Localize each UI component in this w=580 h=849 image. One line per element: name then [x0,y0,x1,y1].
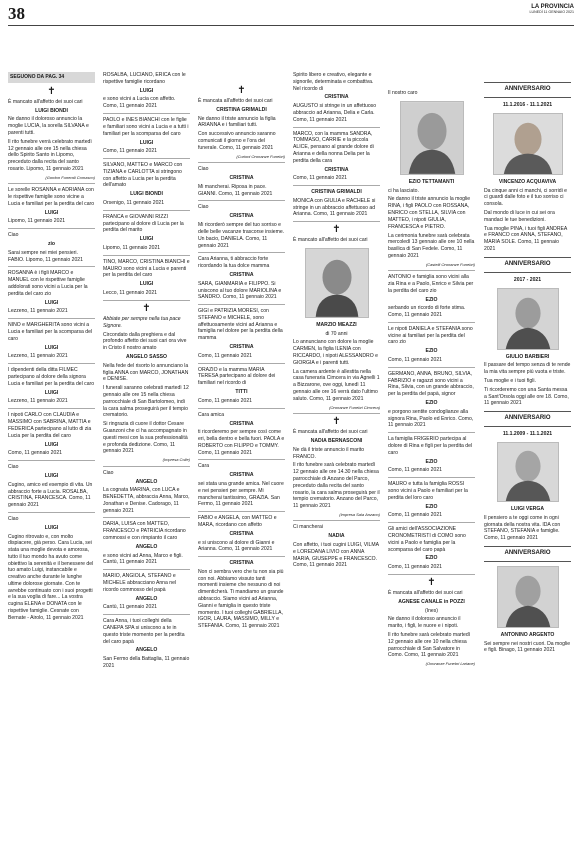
notice-text: Non ci sembra vero che tu non sia più con noi. Abbiamo vissuto tanti momenti insieme che nessuno di noi dimenticherà. Ti mandiamo un grande abbraccio. Siamo vicini ad Arianna, Gianni e famiglia in questo triste momento. I tuoi colleghi GABRIELLA, IGOR, LAURA, MASSIMO, MILLY e STEFANIA. Como, 11 gennaio 2021 [198,568,284,630]
notice-text: ti ricorderemo per sempre così come eri, bella dentro e bella fuori. PAOLA e ROBERTO con FILIPPO e TOMMY. Como, 11 gennaio 2021 [198,429,285,456]
deceased-name: CRISTINA GRIMALDI [216,106,267,113]
notice-text: PAOLO e INES BIANCHI con le figlie e familiari sono vicini a Lucia e a tutti i familiari per la scomparsa del caro [103,117,189,137]
divider [198,200,285,201]
notice-text: ORAZIO e la mamma MARIA TERESA partecipano al dolore dei familiari nel ricordo di [198,366,276,387]
anniversary-heading: ANNIVERSARIO [484,411,571,427]
notice-intro: Il nostro caro [388,90,418,96]
deceased-age: di 70 anni [325,330,348,337]
notice-text: TINO, MARCO, CRISTINA BIANCHI e MAURO sono vicini a Lucia e parenti per la perdita del caro [103,258,190,279]
notice-text: Le nipoti DANIELA e STEFANIA sono vicine ai familiari per la perdita del caro zio [388,325,473,346]
notice-text: La famiglia FRIGERIO partecipa al dolore di Rina e figli per la perdita del caro [388,436,473,456]
notice-text: Cara Arianna, ti abbraccio forte ricordando la tua dolce mamma [198,256,270,270]
divider [103,517,190,518]
divider [388,270,475,271]
notice-place-date: Como, 11 gennaio 2021 [8,450,62,457]
notice-text: ROSANNA è i figli MARCO e MANUEL con le rispettive famiglie addolorati sono vicini a Lucia per la perdita del caro zio [8,270,88,297]
funeral-home-credit: (Curioni Onoranze Funebri) [236,153,285,159]
divider [293,413,380,414]
deceased-name: MARZIO MEAZZI [316,321,357,328]
cross-icon: ✝ [142,302,151,314]
notice-text: DARIA, LUISA con MATTEO, FRANCESCO e PATRICIA ricordano commossi e con rimpianto il caro [103,521,186,541]
notice-place-date: Como, 11 gennaio 2021 [388,512,442,519]
notice-text: Il pensiero a te oggi come in ogni giornata della nostra vita. IDA con STEFANO, STEFANIA e famiglie. Como, 11 gennaio 2021 [484,514,561,542]
divider [103,210,190,211]
notice-text: Cara [198,463,210,470]
divider [198,162,285,163]
divider [103,113,190,114]
notice-text: Ne danno il doloroso annuncio la moglie LUCIA, la sorella SILVANA e parenti tutti. [8,116,89,136]
issue-date: LUNEDÌ 11 GENNAIO 2021 [529,10,574,14]
portrait-photo [305,248,369,318]
deceased-name: NADIA BERNASCONI [310,437,363,444]
notice-text: Tua moglie PINA, i tuoi figli ANDREA e FRANCO con ANNA, STEFANO, MARIA SOLE. Como, 11 gennaio 2021 [484,225,568,252]
notice-text: Tua moglie e i tuoi figli. [484,377,536,384]
divider [388,432,475,433]
deceased-name: CRISTINA [229,530,254,537]
notice-text: e porgono sentite condoglianze alla signora Rina, Paolo ed Enrico. Como, 11 gennaio 2021 [388,408,474,429]
divider [198,511,285,512]
prayer-line: Abbiate per sempre nella tua pace Signore. [103,315,181,329]
notice-text: Ciao [198,166,209,173]
masthead [530,4,574,15]
notice-text: sei stata una grande amica. Nel cuore e nei pensieri per sempre. Mi mancherai tantissimo, GRAZIA. San Fermo, 11 gennaio 2021 [198,481,284,508]
notice-place-date: Lezzeno, 11 gennaio 2021 [8,353,68,360]
notice-text: Spirito libero e creativo, elegante e signorile, determinata e combattiva. Nel ricordo di [293,72,374,92]
notice-text: SARA, GIANMARIA e FILIPPO. Si uniscono al tuo dolore MARIOLINA e SANDRO. Como, 11 gennaio 2021 [198,280,282,301]
divider [198,304,285,305]
notice-place-date: Como, 11 gennaio 2021 [198,352,252,359]
anniversary-dates: 11.1.2016 - 11.1.2021 [502,101,553,108]
newspaper-name: LA PROVINCIA [531,4,574,10]
deceased-name: LUIGI VERGA [510,505,545,512]
notice-text: Ne danno il triste annuncio la figlia ARIANNA e i familiari tutti. [198,115,276,129]
notice-text: Nella fede del risorto lo annunciano la figlia ANNA con MARCO, JONATHAN e DENISE. [103,362,189,383]
divider [198,363,285,364]
divider [198,459,285,460]
notice-place-date: Lecco, 11 gennaio 2021 [103,290,158,297]
divider [8,318,95,319]
deceased-name: CRISTINA [229,420,254,427]
obituary-column-5 [388,90,475,849]
divider [8,183,95,184]
obituary-column-4 [293,72,380,842]
deceased-name: CRISTINA [229,560,254,567]
anniversary-dates: 2017 - 2021 [513,276,542,283]
deceased-name: ANGELO SASSO [125,354,168,361]
cross-icon: ✝ [237,85,246,96]
divider [8,228,95,229]
notice-text: ci ha lasciato. [388,187,419,194]
notice-text: e sono vicini ad Anna, Marco e figli. Cantù, 11 gennaio 2021 [103,552,183,566]
deceased-name: ANGELO [135,543,158,550]
portrait-photo [497,442,559,502]
funeral-home-credit: (Onoranze Funebri Cimcera) [329,404,380,410]
notice-text: GIGI e PATRIZIA MORESI, con STEFANO e MICHELE, sono affettuosamente vicini ad Arianna e famiglia nel dolore per la perdita della mamma [198,308,283,342]
cross-icon: ✝ [427,576,436,588]
notice-text: Sarai sempre nei miei pensieri. FABIO. Lipomo, 11 gennaio 2021 [8,249,83,263]
notice-text: Cara Anna, i tuoi colleghi della CANEPA SPA si uniscono a te in questo triste momento per la perdita del caro papà [103,618,185,645]
divider [293,221,380,222]
notice-text: e si uniscono al dolore di Gianni e Arianna. Como, 11 gennaio 2021 [198,539,275,553]
deceased-name: VINCENZO ACQUAVIVA [498,178,557,185]
deceased-name: CRISTINA [229,472,254,479]
deceased-name: CRISTINA [324,166,349,173]
divider [198,252,285,253]
deceased-name: LUIGI [44,389,59,396]
divider [103,569,190,570]
notice-intro: È mancata all'affetto dei suoi cari [293,429,368,436]
deceased-name: LUIGI BIONDI [130,191,163,198]
notice-text: Il rito funebre verrà celebrato martedì 12 gennaio alle ore 15 nella chiesa dello Spirito Santo in Lipomo, preceduto dalla recita del santo rosario. Lipomo, 11 gennaio 2021 [8,138,92,172]
divider [103,300,190,301]
notice-place-date: Como, 11 gennaio 2021 [388,564,442,571]
notice-text: Circondato dalla preghiera e dal profondo affetto dei suoi cari ora vive in Cristo il nostro amato [103,331,187,352]
notice-text: Dal mondo di luce in cui sei ora mandaci le tue benedizioni. [484,209,555,223]
continued-header: SEGUONO DA PAG. 34 [8,72,95,83]
notice-text: Ne danno il triste annuncio la moglie RINA, i figli PAOLO con ROSSANA, ENRICO con STELLA, SILVIA con MATTEO, i nipoti GIULIA, FRANCESCA e PIETRO. [388,196,471,230]
notice-text: Ne danno il doloroso annuncio il marito, i figli, le nuore e i nipoti. [388,616,461,630]
notice-text: Con successivo annuncio saranno comunicati il giorno e l'ora del funerale. Como, 11 gennaio 2021 [198,131,276,151]
deceased-name: LUIGI [44,472,59,479]
notice-text: Cugino, amico ed esempio di vita. Un abbraccio forte a Lucia. ROSALBA, CRISTINA, FRANCESCA. Como, 11 gennaio 2021 [8,481,93,509]
deceased-name: zio [47,241,56,248]
divider [8,266,95,267]
deceased-name: EZIO [425,458,438,465]
notice-text: Mi ricorderò sempre del tuo sorriso e delle belle vacanze trascorse insieme. Un bacio, DANIELA. Como, 11 gennaio 2021 [198,222,285,249]
deceased-name: LUIGI [44,209,59,216]
portrait-photo [497,288,559,350]
funeral-home-credit: (Impresa Colle) [162,457,190,463]
notice-text: Ciao [103,469,114,476]
notice-text: Ciao [8,515,19,522]
deceased-name: NADIA [328,533,345,540]
notice-text: Mi mancherai. Riposa in pace. GIANNI. Como, 11 gennaio 2021 [198,183,273,197]
notice-place-date: Orsenigo, 11 gennaio 2021 [103,200,165,207]
deceased-name: EZIO TETTAMANTI [408,178,455,185]
deceased-name: LUIGI BIONDI [35,107,68,114]
notice-place-date: Como, 11 gennaio 2021 [293,175,347,182]
funeral-home-credit: (Castelli Onoranze Funebri) [425,261,475,267]
divider [198,556,285,557]
deceased-name: AGNESE CANALE in POZZI [398,598,465,605]
notice-text: I funerali saranno celebrati martedì 12 gennaio alle ore 15 nella chiesa parrocchiale di San Bartolomeo, indi la cara salma proseguirà per il tempio crematorio. [103,385,189,419]
funeral-home-credit: (Impresa Sala Anzano) [339,512,380,518]
deceased-name: EZIO [425,503,438,510]
notice-text: MARIO, ANGIOLA, STEFANO e MICHELE abbracciano Anna nel ricordo commosso del papà [103,573,177,593]
deceased-name: LUIGI [44,344,59,351]
page-number: 38 [8,4,25,23]
cross-icon: ✝ [47,85,56,97]
notice-text: serbando un ricordo di forte stima. Como, 11 gennaio 2021 [388,305,466,319]
divider [103,255,190,256]
divider [388,367,475,368]
notice-place-date: Lipomo, 11 gennaio 2021 [103,245,161,252]
anniversary-column [484,78,571,848]
notice-text: MARCO, con la mamma SANDRA, TOMMASO, CARRIE e la piccola ALICE, pensano al grande dolore di Arianna e della nonna Delia per la perdita della cara [293,130,374,164]
portrait-photo [400,101,464,175]
notice-text: Ciao [198,204,209,211]
divider [198,408,285,409]
deceased-name: LUIGI [44,299,59,306]
notice-place-date: Lezzeno, 11 gennaio 2021 [8,308,68,315]
notice-text: AUGUSTO si stringe in un affettuoso abbraccio ad Arianna, Delia e Carla. Como, 11 gennaio 2021 [293,103,377,123]
notice-text: Il rito funebre sarà celebrato martedì 12 gennaio alle ore 10 nella chiesa parrocchiale di San Salvatore in Como. Como, 11 gennaio 2021 [388,632,471,659]
deceased-name: LUIGI [139,281,154,288]
deceased-name: CRISTINA [229,213,254,220]
deceased-name: EZIO [425,348,438,355]
notice-text: La cerimonia funebre sarà celebrata mercoledì 13 gennaio alle ore 10 nella basilica di San Fedele. Como, 11 gennaio 2021 [388,232,475,259]
notice-text: NINO e MARGHERITA sono vicini a Lucia e familiari per la scomparsa del caro [8,322,93,342]
notice-place-date: Como, 11 gennaio 2021 [198,397,252,404]
notice-place-date: Cantù, 11 gennaio 2021 [103,604,158,611]
divider [388,522,475,523]
deceased-name: EZIO [425,400,438,407]
notice-text: Cara amica [198,411,225,418]
notice-text: La camera ardente è allestita nella casa funeraria Cimcera in via Agnelli 1 a Bizzarone, ove oggi, lunedì 11 gennaio alle ore 16 verrà dato l'ultimo saluto. Como, 11 gennaio 2021 [293,368,380,402]
portrait-photo [493,113,563,175]
divider [103,158,190,159]
notice-text: Sei sempre nei nostri cuori. Da moglie e figli. Binago, 11 gennaio 2021 [484,640,571,654]
divider [293,520,380,521]
divider [8,408,95,409]
deceased-name: CRISTINA [229,175,254,182]
obituary-column-1 [8,72,95,842]
notice-place-date: Lipomo, 11 gennaio 2021 [8,218,66,225]
deceased-name: ANGELO [135,595,158,602]
divider [8,512,95,513]
deceased-name: EZIO [425,296,438,303]
notice-place-date: Como, 11 gennaio 2021 [103,148,157,155]
deceased-name: LUIGI [44,524,59,531]
divider [103,614,190,615]
notice-text: Da cinque anni ci manchi, ci sorridi e ci guardi dalle foto e il tuo sorriso ci consola. [484,187,567,208]
notice-text: Ti ricorderemo con una Santa messa a Sant'Orsola oggi alle ore 18. Como, 11 gennaio 2021 [484,386,569,407]
divider [293,127,380,128]
deceased-name: LUIGI [139,236,154,243]
divider [293,185,380,186]
deceased-name: ANGELO [135,478,158,485]
notice-text: FABIO e ANGELA, con MATTEO e MARA, ricordano con affetto [198,515,277,528]
notice-text: Il rito funebre sarà celebrato martedì 12 gennaio alle ore 14.30 nella chiesa parrocchiale di Anzano del Parco, preceduto dalla recita del santo rosario, la cara salma proseguirà per il tempio crematorio. Anzano del Parco, 11 gennaio 2021 [293,462,380,510]
divider [8,363,95,364]
notice-text: SILVANO, MATTEO e MARCO con TIZIANA e CARLOTTA si stringono con affetto a Lucia per la perdita dell'amato [103,162,183,189]
notice-intro: È mancato all'affetto dei suoi cari [8,98,83,105]
notice-text: Le sorelle ROSANNA e ADRIANA con le rispettive famiglie sono vicine a Lucia e familiari per la perdita del caro [8,187,95,207]
divider [388,574,475,575]
anniversary-heading: ANNIVERSARIO [484,82,571,98]
deceased-name: LUIGI [139,139,154,146]
deceased-alias: (Ines) [424,607,439,614]
notice-text: I nipoti CARLO con CLAUDIA e MASSIMO con SABRINA, MATTIA e FEDERICA partecipano al lutto di zia Lucia per la perdita del caro [8,412,92,439]
notice-text: Gli amici dell'ASSOCIAZIONE CRONOMETRISTI di COMO sono vicini a Paolo e famiglia per la scomparsa del caro papà [388,526,466,553]
cross-icon: ✝ [332,416,341,428]
notice-text: GERMANO, ANNA, BRUNO, SILVIA, FABRIZIO e ragazzi sono vicini a Rina, Silvia, con un grande abbraccio, per la perdita del papà, signor [388,370,474,398]
divider [388,477,475,478]
cross-icon: ✝ [332,224,341,236]
notice-intro: È mancata all'affetto dei suoi cari [198,98,273,104]
notice-text: I dipendenti della ditta FILMEC partecipano al dolore della signora Lucia e familiari per la perdita del caro [8,367,95,387]
page-header [8,4,574,26]
deceased-name: CRISTINA [229,271,254,278]
divider [103,466,190,467]
deceased-name: TITTI [235,389,248,396]
deceased-name: EZIO [425,555,438,562]
divider [388,322,475,323]
notice-place-date: Como, 11 gennaio 2021 [388,357,442,364]
deceased-name: CRISTINA GRIMALDI [311,189,362,196]
deceased-name: CRISTINA [229,344,254,351]
notice-text: Ciao [8,232,19,239]
notice-intro: È mancata all'affetto dei suoi cari [388,589,463,596]
anniversary-dates: 11.1.2009 - 11.1.2021 [502,431,553,438]
funeral-home-credit: (Onoranze Funebri Lariane) [425,661,475,667]
notice-text: FRANCA e GIOVANNI RIZZI partecipano al dolore di Lucia per la perdita del marito [103,213,184,234]
notice-text: Lo annunciano con dolore la moglie CARMEN, la figlia ILENIA con RICCARDO, i nipoti ALESSANDRO e GIORGIA e i parenti tutti. [293,339,378,366]
notice-text: e sono vicini a Lucia con affetto. Como, 11 gennaio 2021 [103,96,176,110]
portrait-photo [497,566,559,628]
notice-text: La cognata MARINA, con LUCA e BENEDETTA, abbraccia Anna, Marco, Jonathan e Denise. Cadorago, 11 gennaio 2021 [103,487,190,514]
deceased-name: ANGELO [135,647,158,654]
anniversary-heading: ANNIVERSARIO [484,546,571,562]
notice-place-date: Lezzeno, 11 gennaio 2021 [8,398,68,405]
notice-text: MONICA con GIULIA e RACHELE si stringe in un abbraccio affettuoso ad Arianna. Como, 11 gennaio 2021 [293,197,376,218]
notice-text: Il passare del tempo senza di te rende la mia vita sempre più vuota e triste. [484,362,571,376]
notice-text: Cugino ritrovato e, con molto dispiacere, già perso. Cara Lucia, sei stata una moglie devota e amorosa, tutto il tuo mondo ha avuto come obiettivo la serenità e il benessere del tuo amato Luigi, instancabile e creativo anche durante le lunghe ultime dolorose giornate. Con te avrebbe continuato con i suoi progetti e la sua voglia di fare... La vostra cugina ELENA e DONATA con le rispettive famiglie. Cesnate con Bernate - Airolo, 11 gennaio 2021 [8,533,94,621]
divider [8,460,95,461]
deceased-name: LUIGI [44,441,59,448]
deceased-name: ANTONINO ARGENTO [500,631,555,638]
notice-text: Ciao [8,464,19,471]
obituary-column-2 [103,72,190,842]
obituary-column-3 [198,84,285,849]
deceased-name: CRISTINA [324,94,349,101]
notice-text: Ne dà il triste annuncio il marito FRANCO. [293,446,365,460]
deceased-name: GIULIO BARBIERI [505,353,550,360]
deceased-name: LUIGI [139,87,154,94]
notice-text: ANTONIO e famiglia sono vicini alla zia Rina e a Paolo, Enrico e Silvia per la perdita del caro zio [388,274,474,294]
notice-text: MAURO e tutta la famiglia ROSSI sono vicini a Paolo e familiari per la perdita del loro caro [388,481,468,501]
anniversary-heading: ANNIVERSARIO [484,257,571,273]
funeral-home-credit: (Gordon Funerali Comasco) [45,174,95,180]
notice-text: Ci mancherai [293,524,324,531]
notice-intro: È mancato all'affetto dei suoi cari [293,237,368,244]
notice-text: Si ringrazia di cuore il dottor Cesare Guanzoni che ci ha accompagnato in questi mesi con la sua professionalità e profonda dedizione. Como, 11 gennaio 2021 [103,421,188,455]
notice-text: ROSALBA, LUCIANO, ERICA con le rispettive famiglie ricordano [103,72,186,85]
notice-place-date: Como, 11 gennaio 2021 [388,467,442,474]
notice-place-date: San Fermo della Battaglia, 11 gennaio 2021 [103,656,190,669]
notice-text: Con affetto, i tuoi cugini LUIGI, VILMA e LOREDANA LIVIO con ANNA MARIA, GIUSEPPE e FRANCESCO. Como, 11 gennaio 2021 [293,542,379,569]
